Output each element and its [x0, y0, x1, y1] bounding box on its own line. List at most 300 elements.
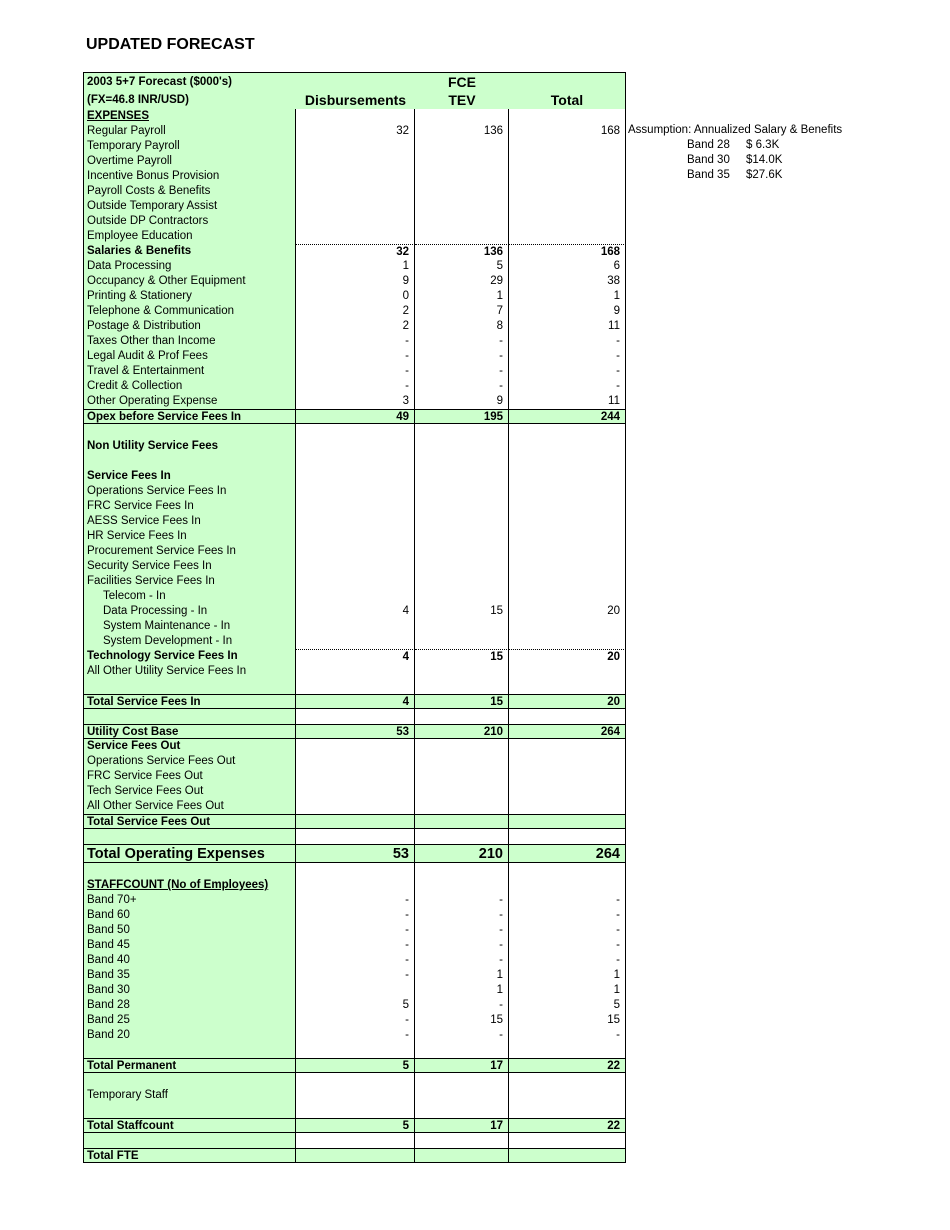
cell-total [509, 799, 626, 814]
cell-tev: 9 [415, 394, 509, 409]
table-row [83, 968, 626, 983]
cell-tev [415, 229, 509, 244]
table-row [83, 649, 626, 664]
row-label: Printing & Stationery [83, 289, 296, 304]
cell-total [509, 784, 626, 799]
cell-disbursements [296, 499, 415, 514]
cell-tev: 1 [415, 983, 509, 998]
table-row [83, 364, 626, 379]
cell-total [509, 709, 626, 724]
cell-tev [415, 619, 509, 634]
cell-tev [415, 439, 509, 454]
cell-total: - [509, 893, 626, 908]
row-label: Temporary Staff [83, 1088, 296, 1103]
table-row [83, 664, 626, 679]
table-row [83, 878, 626, 893]
cell-total: 22 [509, 1058, 626, 1073]
cell-tev: - [415, 923, 509, 938]
band-value: $14.0K [746, 154, 783, 166]
cell-tev [415, 514, 509, 529]
table-row [83, 124, 626, 139]
cell-total: - [509, 364, 626, 379]
cell-total [509, 469, 626, 484]
assumption-title: Assumption: Annualized Salary & Benefits [628, 124, 843, 136]
cell-tev: 210 [415, 844, 509, 863]
cell-disbursements [296, 139, 415, 154]
table-row [83, 709, 626, 724]
cell-tev [415, 559, 509, 574]
row-label [83, 1133, 296, 1148]
table-row [83, 529, 626, 544]
row-label [83, 1073, 296, 1088]
cell-disbursements: - [296, 923, 415, 938]
cell-tev: - [415, 998, 509, 1013]
cell-tev: - [415, 349, 509, 364]
table-row [83, 469, 626, 484]
cell-total [509, 1133, 626, 1148]
row-label: AESS Service Fees In [83, 514, 296, 529]
row-label: All Other Utility Service Fees In [83, 664, 296, 679]
row-label: Overtime Payroll [83, 154, 296, 169]
table-row [83, 908, 626, 923]
cell-tev [415, 829, 509, 844]
table-row [83, 394, 626, 409]
cell-disbursements: - [296, 953, 415, 968]
cell-total: - [509, 334, 626, 349]
cell-total [509, 214, 626, 229]
table-row [83, 829, 626, 844]
table-row [83, 484, 626, 499]
cell-disbursements [296, 184, 415, 199]
table-row [83, 319, 626, 334]
band-label: Band 35 [687, 169, 730, 181]
table-row [83, 304, 626, 319]
assumption-band [628, 138, 842, 153]
cell-disbursements: - [296, 334, 415, 349]
row-label: Total FTE [83, 1148, 296, 1163]
row-label: Band 40 [83, 953, 296, 968]
cell-disbursements: 9 [296, 274, 415, 289]
row-label: Operations Service Fees Out [83, 754, 296, 769]
cell-total: 168 [509, 244, 626, 259]
cell-disbursements: 5 [296, 1058, 415, 1073]
cell-total [509, 1148, 626, 1163]
cell-disbursements: - [296, 379, 415, 394]
cell-total [509, 589, 626, 604]
table-row [83, 169, 626, 184]
cell-disbursements [296, 814, 415, 829]
row-label [83, 1043, 296, 1058]
cell-total: 20 [509, 649, 626, 664]
cell-total [509, 634, 626, 649]
cell-tev: 15 [415, 604, 509, 619]
cell-disbursements: 53 [296, 844, 415, 863]
row-label: STAFFCOUNT (No of Employees) [83, 878, 296, 893]
cell-tev: 15 [415, 1013, 509, 1028]
cell-disbursements [296, 709, 415, 724]
cell-disbursements [296, 484, 415, 499]
row-label [83, 863, 296, 878]
cell-total: - [509, 923, 626, 938]
row-label: Band 35 [83, 968, 296, 983]
cell-tev [415, 484, 509, 499]
cell-tev: 8 [415, 319, 509, 334]
table-header [83, 72, 626, 109]
cell-tev [415, 754, 509, 769]
cell-total: - [509, 953, 626, 968]
cell-disbursements [296, 154, 415, 169]
row-label [83, 1103, 296, 1118]
row-label: Data Processing - In [83, 604, 296, 619]
cell-disbursements [296, 109, 415, 124]
cell-disbursements: 0 [296, 289, 415, 304]
table-row [83, 739, 626, 754]
row-label: Security Service Fees In [83, 559, 296, 574]
cell-disbursements [296, 1133, 415, 1148]
cell-disbursements [296, 529, 415, 544]
table-row [83, 799, 626, 814]
cell-tev [415, 214, 509, 229]
row-label: Outside DP Contractors [83, 214, 296, 229]
cell-total [509, 484, 626, 499]
row-label: Other Operating Expense [83, 394, 296, 409]
row-label [83, 709, 296, 724]
row-label [83, 454, 296, 469]
cell-tev [415, 184, 509, 199]
table-row [83, 1103, 626, 1118]
assumption-note [628, 123, 842, 183]
table-row [83, 289, 626, 304]
row-label: Band 45 [83, 938, 296, 953]
row-label: Legal Audit & Prof Fees [83, 349, 296, 364]
cell-total [509, 184, 626, 199]
cell-total [509, 739, 626, 754]
table-row [83, 814, 626, 829]
table-row [83, 139, 626, 154]
table-row [83, 259, 626, 274]
forecast-heading: 2003 5+7 Forecast ($000's) [87, 76, 232, 88]
table-row [83, 679, 626, 694]
table-row [83, 184, 626, 199]
cell-disbursements: - [296, 349, 415, 364]
cell-disbursements [296, 589, 415, 604]
cell-total: - [509, 379, 626, 394]
cell-disbursements [296, 559, 415, 574]
row-label: Payroll Costs & Benefits [83, 184, 296, 199]
row-label [83, 679, 296, 694]
table-row [83, 863, 626, 878]
cell-disbursements [296, 1043, 415, 1058]
cell-disbursements [296, 634, 415, 649]
cell-total [509, 1103, 626, 1118]
table-row [83, 893, 626, 908]
cell-tev: - [415, 893, 509, 908]
table-row [83, 754, 626, 769]
header-disbursements: Disbursements [296, 72, 415, 109]
table-row [83, 499, 626, 514]
cell-tev: 1 [415, 968, 509, 983]
cell-disbursements [296, 829, 415, 844]
cell-tev [415, 1148, 509, 1163]
table-row [83, 784, 626, 799]
cell-tev [415, 878, 509, 893]
cell-tev: - [415, 953, 509, 968]
cell-tev [415, 199, 509, 214]
row-label: System Maintenance - In [83, 619, 296, 634]
cell-disbursements [296, 1073, 415, 1088]
cell-tev [415, 1088, 509, 1103]
cell-disbursements [296, 214, 415, 229]
fx-rate: (FX=46.8 INR/USD) [87, 94, 189, 106]
cell-disbursements: 32 [296, 124, 415, 139]
row-label: Data Processing [83, 259, 296, 274]
cell-total [509, 769, 626, 784]
cell-total [509, 1043, 626, 1058]
assumption-band [628, 153, 842, 168]
cell-disbursements: 2 [296, 319, 415, 334]
cell-disbursements [296, 514, 415, 529]
cell-total [509, 439, 626, 454]
table-row [83, 454, 626, 469]
cell-disbursements [296, 439, 415, 454]
row-label: Band 28 [83, 998, 296, 1013]
header-tev: FCE TEV [415, 72, 509, 109]
cell-tev: 15 [415, 694, 509, 709]
row-label: Operations Service Fees In [83, 484, 296, 499]
table-row [83, 559, 626, 574]
cell-total: 38 [509, 274, 626, 289]
cell-disbursements [296, 679, 415, 694]
table-row [83, 544, 626, 559]
cell-disbursements: - [296, 968, 415, 983]
cell-total [509, 454, 626, 469]
row-label: Opex before Service Fees In [83, 409, 296, 424]
band-value: $27.6K [746, 169, 783, 181]
table-row [83, 334, 626, 349]
cell-total [509, 814, 626, 829]
cell-tev [415, 814, 509, 829]
cell-disbursements [296, 1148, 415, 1163]
cell-tev: 210 [415, 724, 509, 739]
cell-disbursements: 4 [296, 694, 415, 709]
cell-tev: 136 [415, 244, 509, 259]
table-row [83, 844, 626, 863]
cell-total [509, 1088, 626, 1103]
cell-tev [415, 139, 509, 154]
cell-disbursements: - [296, 893, 415, 908]
row-label: Technology Service Fees In [83, 649, 296, 664]
table-row [83, 1148, 626, 1163]
row-label: Total Service Fees Out [83, 814, 296, 829]
cell-total [509, 664, 626, 679]
table-row [83, 349, 626, 364]
cell-tev [415, 1133, 509, 1148]
table-body [83, 109, 626, 1163]
band-label: Band 30 [687, 154, 730, 166]
cell-disbursements: 5 [296, 998, 415, 1013]
cell-disbursements [296, 424, 415, 439]
cell-tev: 15 [415, 649, 509, 664]
cell-disbursements: - [296, 938, 415, 953]
cell-disbursements [296, 619, 415, 634]
row-label: FRC Service Fees In [83, 499, 296, 514]
row-label: Telecom - In [83, 589, 296, 604]
cell-disbursements: 3 [296, 394, 415, 409]
cell-total [509, 544, 626, 559]
table-row [83, 938, 626, 953]
cell-disbursements [296, 784, 415, 799]
cell-disbursements: 1 [296, 259, 415, 274]
cell-total: 168 [509, 124, 626, 139]
cell-total [509, 829, 626, 844]
cell-total: 20 [509, 604, 626, 619]
cell-disbursements: 2 [296, 304, 415, 319]
row-label: Band 30 [83, 983, 296, 998]
cell-total [509, 574, 626, 589]
assumption-band [628, 168, 842, 183]
row-label: Facilities Service Fees In [83, 574, 296, 589]
table-row [83, 769, 626, 784]
cell-total: 1 [509, 983, 626, 998]
cell-total: - [509, 349, 626, 364]
cell-disbursements [296, 878, 415, 893]
cell-total: 5 [509, 998, 626, 1013]
row-label: Total Permanent [83, 1058, 296, 1073]
cell-disbursements [296, 574, 415, 589]
table-row [83, 1013, 626, 1028]
cell-total [509, 154, 626, 169]
cell-tev [415, 574, 509, 589]
cell-tev [415, 454, 509, 469]
cell-total [509, 199, 626, 214]
table-row [83, 604, 626, 619]
cell-disbursements: - [296, 1013, 415, 1028]
row-label: Band 25 [83, 1013, 296, 1028]
band-label: Band 28 [687, 139, 730, 151]
cell-tev [415, 863, 509, 878]
cell-total [509, 679, 626, 694]
row-label: EXPENSES [83, 109, 296, 124]
row-label: Service Fees In [83, 469, 296, 484]
cell-total [509, 619, 626, 634]
cell-tev [415, 784, 509, 799]
row-label [83, 829, 296, 844]
cell-total [509, 424, 626, 439]
table-row [83, 1133, 626, 1148]
cell-disbursements [296, 863, 415, 878]
cell-total: 9 [509, 304, 626, 319]
row-label: Service Fees Out [83, 739, 296, 754]
cell-disbursements: 49 [296, 409, 415, 424]
table-row [83, 574, 626, 589]
cell-disbursements [296, 754, 415, 769]
cell-disbursements [296, 544, 415, 559]
cell-tev: - [415, 379, 509, 394]
row-label: Employee Education [83, 229, 296, 244]
band-value: $ 6.3K [746, 139, 780, 151]
cell-total: - [509, 908, 626, 923]
row-label: HR Service Fees In [83, 529, 296, 544]
row-label: Temporary Payroll [83, 139, 296, 154]
cell-tev [415, 679, 509, 694]
cell-total: 264 [509, 724, 626, 739]
cell-tev [415, 154, 509, 169]
table-row [83, 109, 626, 124]
table-row [83, 199, 626, 214]
table-row [83, 424, 626, 439]
table-row [83, 634, 626, 649]
cell-disbursements [296, 454, 415, 469]
table-row [83, 1118, 626, 1133]
table-row [83, 1028, 626, 1043]
cell-tev: 29 [415, 274, 509, 289]
cell-tev [415, 169, 509, 184]
cell-total: 11 [509, 319, 626, 334]
row-label: Non Utility Service Fees [83, 439, 296, 454]
cell-total: 20 [509, 694, 626, 709]
cell-disbursements [296, 983, 415, 998]
cell-tev: - [415, 908, 509, 923]
row-label: Travel & Entertainment [83, 364, 296, 379]
row-label: System Development - In [83, 634, 296, 649]
row-label: Regular Payroll [83, 124, 296, 139]
cell-disbursements: 4 [296, 604, 415, 619]
cell-disbursements: 53 [296, 724, 415, 739]
cell-total [509, 878, 626, 893]
table-row [83, 229, 626, 244]
cell-total: 22 [509, 1118, 626, 1133]
row-label: Total Operating Expenses [83, 844, 296, 863]
cell-tev [415, 739, 509, 754]
cell-total [509, 559, 626, 574]
row-label: Occupancy & Other Equipment [83, 274, 296, 289]
cell-tev [415, 499, 509, 514]
row-label: Outside Temporary Assist [83, 199, 296, 214]
table-row [83, 1073, 626, 1088]
row-label: Telephone & Communication [83, 304, 296, 319]
cell-total: 6 [509, 259, 626, 274]
cell-tev [415, 664, 509, 679]
cell-tev [415, 544, 509, 559]
cell-total: - [509, 1028, 626, 1043]
row-label: Band 50 [83, 923, 296, 938]
table-row [83, 694, 626, 709]
cell-disbursements [296, 799, 415, 814]
table-row [83, 1058, 626, 1073]
row-label: Band 20 [83, 1028, 296, 1043]
row-label: Band 60 [83, 908, 296, 923]
cell-tev [415, 1073, 509, 1088]
table-row [83, 923, 626, 938]
row-label: Salaries & Benefits [83, 244, 296, 259]
cell-total: 244 [509, 409, 626, 424]
row-label: Taxes Other than Income [83, 334, 296, 349]
table-row [83, 409, 626, 424]
cell-total: 11 [509, 394, 626, 409]
cell-total [509, 1073, 626, 1088]
cell-tev [415, 469, 509, 484]
cell-tev [415, 799, 509, 814]
table-row [83, 244, 626, 259]
table-row [83, 1043, 626, 1058]
cell-disbursements: 4 [296, 649, 415, 664]
cell-total [509, 754, 626, 769]
cell-total [509, 514, 626, 529]
cell-tev [415, 709, 509, 724]
assumption-bands [628, 138, 842, 183]
cell-tev: 7 [415, 304, 509, 319]
row-label: Incentive Bonus Provision [83, 169, 296, 184]
